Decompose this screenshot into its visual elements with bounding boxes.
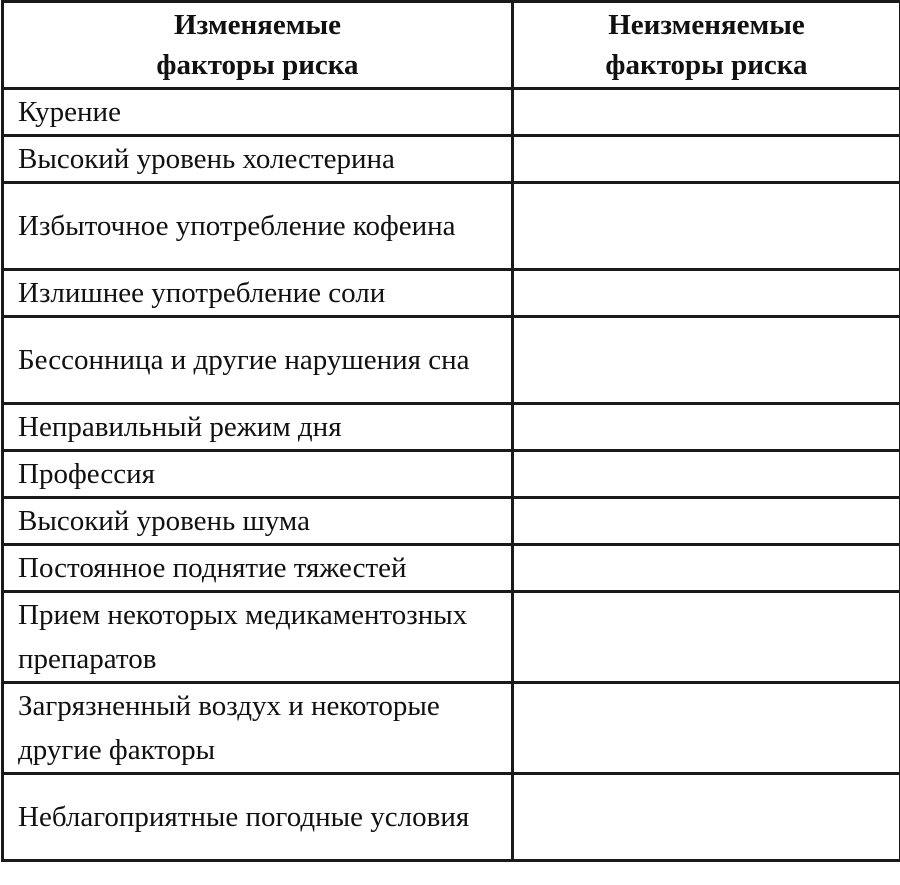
answer-cell[interactable] (513, 136, 900, 183)
table-row (3, 317, 900, 404)
table-row (3, 498, 900, 545)
factor-cell: Прием некоторых медикаментозных препаратов (3, 592, 513, 683)
factor-cell: Избыточное употребление кофеина (3, 183, 513, 270)
factor-cell: Высокий уровень холестерина (3, 136, 513, 183)
header-line: Изменяемые (174, 9, 341, 41)
table-row (3, 592, 900, 683)
table-row (3, 451, 900, 498)
header-modifiable (3, 2, 513, 89)
header-non-modifiable (513, 2, 900, 89)
factor-cell: Профессия (3, 451, 513, 498)
header-line: факторы риска (605, 49, 808, 81)
factor-cell: Бессонница и другие нарушения сна (3, 317, 513, 404)
factor-cell: Высокий уровень шума (3, 498, 513, 545)
answer-cell[interactable] (513, 683, 900, 774)
answer-cell[interactable] (513, 317, 900, 404)
factor-cell: Излишнее употребление соли (3, 270, 513, 317)
factor-cell: Курение (3, 89, 513, 136)
table-row (3, 683, 900, 774)
header-row (3, 2, 900, 89)
answer-cell[interactable] (513, 451, 900, 498)
header-line: Неизменяемые (608, 9, 805, 41)
answer-cell[interactable] (513, 498, 900, 545)
table-row (3, 136, 900, 183)
factor-cell: Неправильный режим дня (3, 404, 513, 451)
table-row (3, 774, 900, 861)
answer-cell[interactable] (513, 270, 900, 317)
table-row (3, 89, 900, 136)
factor-cell: Постоянное поднятие тяжестей (3, 545, 513, 592)
table-row (3, 270, 900, 317)
factor-cell: Загрязненный воздух и некоторые другие факторы (3, 683, 513, 774)
table-row (3, 545, 900, 592)
risk-factors-table (1, 0, 900, 862)
table-row (3, 183, 900, 270)
answer-cell[interactable] (513, 89, 900, 136)
factor-cell: Неблагоприятные погодные условия (3, 774, 513, 861)
table-row (3, 404, 900, 451)
answer-cell[interactable] (513, 404, 900, 451)
answer-cell[interactable] (513, 592, 900, 683)
answer-cell[interactable] (513, 183, 900, 270)
answer-cell[interactable] (513, 545, 900, 592)
answer-cell[interactable] (513, 774, 900, 861)
header-line: факторы риска (156, 49, 359, 81)
